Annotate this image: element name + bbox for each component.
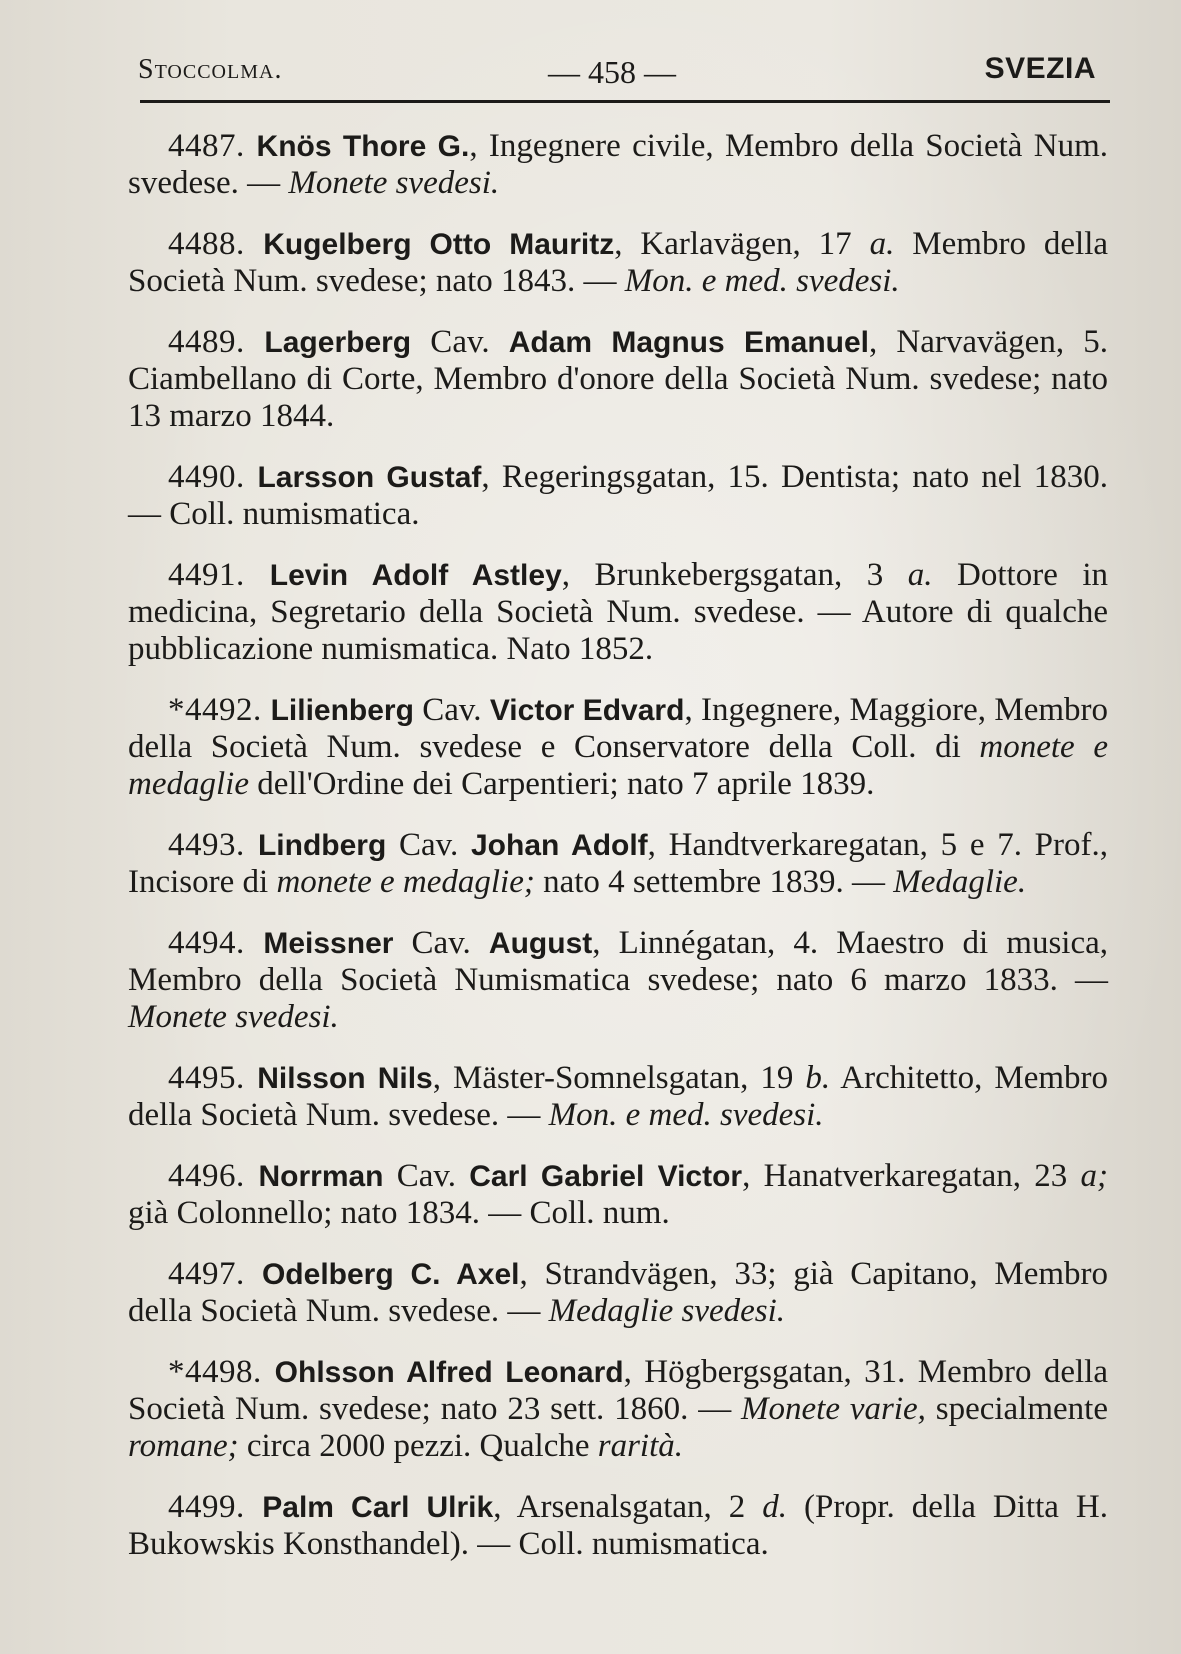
- entry-text: Membro della Società Num. svedese; nato 1843. —: [128, 226, 1109, 299]
- entry-text: nato 4 settembre 1839. —: [534, 864, 894, 900]
- running-head-country: SVEZIA: [984, 52, 1096, 85]
- directory-entry: [128, 1060, 1108, 1134]
- directory-entry: [128, 692, 1108, 803]
- entry-text: , Ingegnere, Maggiore, Membro della Società Num. svedese e Conservatore della Coll. di: [128, 692, 1108, 765]
- entry-italic-text: a.: [869, 226, 895, 262]
- entry-text: già Colonnello; nato 1834. — Coll. num.: [128, 1195, 670, 1231]
- entry-number: *4492.: [168, 692, 271, 728]
- entry-name-bold: Palm Carl Ulrik: [262, 1491, 494, 1524]
- entry-text: , Högbergsgatan, 31. Membro della Società Num. svedese; nato 23 sett. 1860. —: [128, 1354, 1108, 1427]
- entry-number: 4491.: [168, 557, 270, 593]
- entry-italic-text: a;: [1080, 1158, 1108, 1194]
- entry-name-bold: Johan Adolf: [471, 829, 648, 862]
- entry-italic-text: b.: [805, 1060, 831, 1096]
- entry-name-bold: Meissner: [263, 927, 394, 960]
- entry-text: specialmente: [925, 1391, 1108, 1427]
- entry-text: , Brunkebergsgatan, 3: [561, 557, 908, 593]
- entry-name-bold: Levin Adolf Astley: [269, 559, 562, 592]
- entry-italic-text: Monete svedesi.: [128, 999, 339, 1035]
- entry-text: Architetto, Membro della Società Num. svedese. —: [128, 1060, 1109, 1133]
- entry-number: 4495.: [168, 1060, 258, 1096]
- entry-italic-text: rarità.: [597, 1428, 684, 1464]
- directory-entry: [128, 827, 1108, 901]
- entry-number: 4489.: [168, 324, 265, 360]
- entry-number: 4494.: [168, 925, 264, 961]
- directory-entry: [128, 1256, 1108, 1330]
- entry-text: Cav.: [386, 827, 471, 863]
- entry-name-bold: Norrman: [258, 1160, 384, 1193]
- entry-italic-text: Mon. e med. svedesi.: [624, 263, 900, 299]
- entry-number: 4487.: [168, 128, 257, 164]
- entry-text: , Strandvägen, 33; già Capitano, Membro della Società Num. svedese. —: [128, 1256, 1108, 1329]
- entry-text: Cav.: [383, 1158, 470, 1194]
- entry-text: , Ingegnere civile, Membro della Società Num. svedese. —: [128, 128, 1108, 201]
- entry-number: 4490.: [168, 459, 258, 495]
- directory-entry: [128, 925, 1108, 1036]
- entry-text: , Narvavägen, 5. Ciambellano di Corte, Membro d'onore della Società Num. svedese; nato 13 marzo 1844.: [128, 324, 1108, 434]
- entry-name-bold: Lagerberg: [264, 326, 412, 359]
- entry-italic-text: Medaglie svedesi.: [548, 1293, 786, 1329]
- running-head-city: Stoccolma.: [138, 54, 283, 85]
- entry-italic-text: romane;: [128, 1428, 239, 1464]
- entry-italic-text: d.: [762, 1489, 788, 1525]
- entry-text: , Handtverkaregatan, 5 e 7. Prof., Incisore di: [128, 827, 1108, 900]
- entry-name-bold: Odelberg C. Axel: [261, 1258, 520, 1291]
- entry-number: 4497.: [168, 1256, 262, 1292]
- entry-italic-text: Monete varie,: [741, 1391, 926, 1427]
- entry-number: 4499.: [168, 1489, 263, 1525]
- directory-entry: [128, 1354, 1108, 1465]
- entry-number: 4488.: [168, 226, 264, 262]
- entry-text: , Arsenalsgatan, 2: [493, 1489, 763, 1525]
- entry-number: 4493.: [168, 827, 258, 863]
- entry-text: dell'Ordine dei Carpentieri; nato 7 aprile 1839.: [248, 766, 875, 802]
- entry-text: , Mäster-Somnelsgatan, 19: [432, 1060, 806, 1096]
- entry-italic-text: monete e medaglie;: [276, 864, 535, 900]
- entry-italic-text: monete e medaglie: [128, 729, 1108, 802]
- entry-text: Cav.: [393, 925, 489, 961]
- entry-text: , Hanatverkaregatan, 23: [742, 1158, 1081, 1194]
- directory-entry: [128, 557, 1108, 668]
- directory-entry: [128, 324, 1108, 435]
- entry-name-bold: Lilienberg: [270, 694, 414, 727]
- entry-number: 4496.: [168, 1158, 259, 1194]
- entry-name-bold: Victor Edvard: [489, 694, 685, 727]
- entry-name-bold: Larsson Gustaf: [257, 461, 482, 494]
- entry-text: , Regeringsgatan, 15. Dentista; nato nel 1830. — Coll. numismatica.: [128, 459, 1109, 532]
- entry-italic-text: Mon. e med. svedesi.: [548, 1097, 824, 1133]
- page-number: — 458 —: [548, 54, 676, 90]
- entry-name-bold: Carl Gabriel Victor: [469, 1160, 743, 1193]
- entry-text: , Karlavägen, 17: [614, 226, 870, 262]
- directory-entry: [128, 459, 1108, 533]
- directory-entry: [128, 226, 1108, 300]
- entry-text: Dottore in medicina, Segretario della Società Num. svedese. — Autore di qualche pubblicazione numismatica. Nato 1852.: [128, 557, 1109, 667]
- directory-entry: [128, 128, 1108, 202]
- entry-text: Cav.: [413, 692, 490, 728]
- entry-italic-text: Monete svedesi.: [288, 165, 500, 201]
- entry-name-bold: Lindberg: [257, 829, 387, 862]
- entry-name-bold: Knös Thore G.: [256, 130, 470, 163]
- entry-text: (Propr. della Ditta H. Bukowskis Konsthandel). — Coll. numismatica.: [128, 1489, 1108, 1562]
- header-rule: [140, 100, 1110, 103]
- entry-name-bold: Nilsson Nils: [257, 1062, 433, 1095]
- directory-entry: [128, 1158, 1108, 1232]
- running-head: [138, 50, 1108, 98]
- directory-entry: [128, 1489, 1108, 1563]
- entry-name-bold: Kugelberg Otto Mauritz: [263, 228, 615, 261]
- entry-text: Cav.: [411, 324, 509, 360]
- entry-number: *4498.: [168, 1354, 275, 1390]
- entry-name-bold: Adam Magnus Emanuel: [508, 326, 869, 359]
- entry-name-bold: August: [488, 927, 593, 960]
- entry-name-bold: Ohlsson Alfred Leonard: [274, 1356, 624, 1389]
- entry-italic-text: a.: [907, 557, 933, 593]
- entry-list: [128, 128, 1108, 1587]
- entry-text: circa 2000 pezzi. Qualche: [238, 1428, 598, 1464]
- entry-italic-text: Medaglie.: [893, 864, 1027, 900]
- entry-text: , Linnégatan, 4. Maestro di musica, Membro della Società Numismatica svedese; nato 6 marzo 1833. —: [128, 925, 1109, 998]
